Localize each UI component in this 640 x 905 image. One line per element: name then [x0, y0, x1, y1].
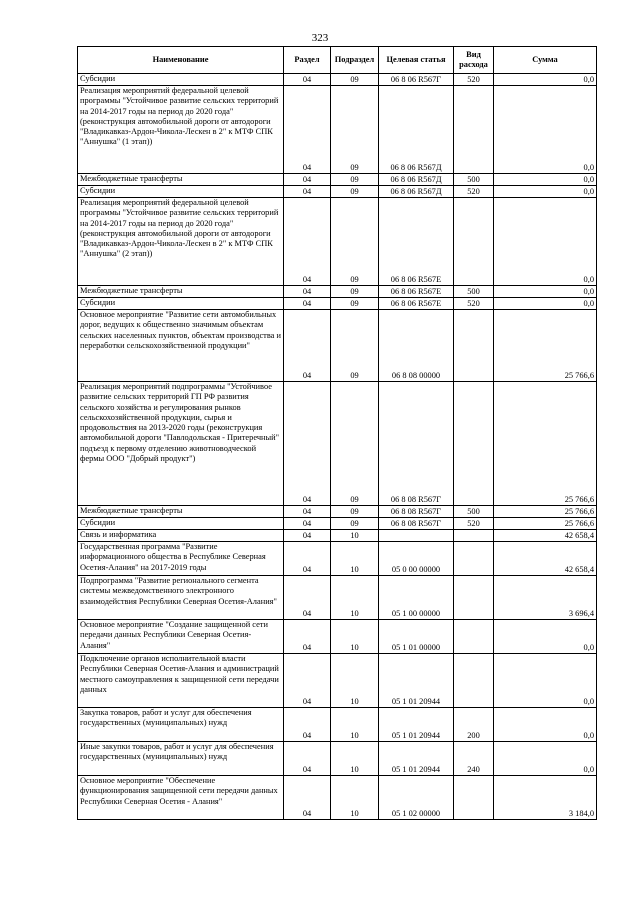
row-vid: 520 [454, 74, 494, 86]
header-summa: Сумма [494, 47, 597, 74]
table-row [78, 298, 597, 310]
row-name: Подключение органов исполнительной власти Республики Северная Осетия-Алания и администраций местного самоуправления к защищенной сети передачи данных [78, 654, 284, 708]
row-name: Государственная программа "Развитие информационного общества в Республике Северная Осетия-Алания" на 2017-2019 годы [78, 542, 284, 576]
row-podrazdel: 09 [331, 186, 379, 198]
row-summa: 0,0 [494, 86, 597, 174]
row-podrazdel: 09 [331, 310, 379, 382]
row-podrazdel: 09 [331, 298, 379, 310]
row-target: 06 8 06 R567Д [379, 174, 454, 186]
table-row [78, 174, 597, 186]
row-podrazdel: 10 [331, 576, 379, 620]
row-podrazdel: 10 [331, 708, 379, 742]
row-name: Реализация мероприятий подпрограммы "Устойчивое развитие сельских территорий ГП РФ развития сельского хозяйства и регулирования рынков сельскохозяйственной продукции, сырья и продовольствия на 2013-2020 годы (реконструкция автомобильной дороги "Павлодольская - Притеречный" подъезд к первому отделению животноводческой фермы ООО "Добрый продукт") [78, 382, 284, 506]
row-podrazdel: 10 [331, 620, 379, 654]
row-razdel: 04 [284, 518, 331, 530]
table-row [78, 198, 597, 286]
row-target: 06 8 08 R567Г [379, 506, 454, 518]
row-podrazdel: 10 [331, 654, 379, 708]
row-razdel: 04 [284, 620, 331, 654]
row-target: 06 8 06 R567Д [379, 86, 454, 174]
row-podrazdel: 09 [331, 198, 379, 286]
row-summa: 0,0 [494, 708, 597, 742]
row-name: Межбюджетные трансферты [78, 506, 284, 518]
table-row [78, 542, 597, 576]
table-body [78, 74, 597, 820]
row-vid [454, 576, 494, 620]
row-target: 05 1 01 20944 [379, 708, 454, 742]
row-vid: 520 [454, 298, 494, 310]
row-vid: 500 [454, 286, 494, 298]
page-number: 323 [311, 32, 329, 44]
row-name: Межбюджетные трансферты [78, 174, 284, 186]
row-target: 06 8 06 R567Е [379, 198, 454, 286]
budget-table [77, 46, 597, 820]
row-vid [454, 530, 494, 542]
table-row [78, 74, 597, 86]
table-row [78, 518, 597, 530]
row-summa: 3 184,0 [494, 776, 597, 820]
row-podrazdel: 09 [331, 506, 379, 518]
row-razdel: 04 [284, 382, 331, 506]
table-row [78, 530, 597, 542]
table-row [78, 654, 597, 708]
row-razdel: 04 [284, 74, 331, 86]
row-summa: 0,0 [494, 74, 597, 86]
row-summa: 3 696,4 [494, 576, 597, 620]
row-summa: 0,0 [494, 620, 597, 654]
table-row [78, 506, 597, 518]
row-summa: 42 658,4 [494, 530, 597, 542]
row-target [379, 530, 454, 542]
row-summa: 0,0 [494, 286, 597, 298]
row-summa: 0,0 [494, 198, 597, 286]
row-target: 05 0 00 00000 [379, 542, 454, 576]
row-razdel: 04 [284, 530, 331, 542]
row-summa: 0,0 [494, 174, 597, 186]
row-vid: 240 [454, 742, 494, 776]
row-podrazdel: 09 [331, 174, 379, 186]
table-row [78, 286, 597, 298]
row-target: 05 1 00 00000 [379, 576, 454, 620]
row-podrazdel: 09 [331, 518, 379, 530]
header-vid: Вид расхода [454, 47, 494, 74]
row-summa: 0,0 [494, 298, 597, 310]
row-razdel: 04 [284, 198, 331, 286]
row-podrazdel: 09 [331, 86, 379, 174]
row-name: Основное мероприятие "Создание защищенной сети передачи данных Республики Северная Осетия-Алания" [78, 620, 284, 654]
row-target: 05 1 01 00000 [379, 620, 454, 654]
row-razdel: 04 [284, 86, 331, 174]
header-podrazdel: Подраздел [331, 47, 379, 74]
row-razdel: 04 [284, 654, 331, 708]
row-razdel: 04 [284, 298, 331, 310]
row-podrazdel: 09 [331, 286, 379, 298]
row-vid: 500 [454, 506, 494, 518]
row-vid [454, 776, 494, 820]
header-name: Наименование [78, 47, 284, 74]
row-vid [454, 382, 494, 506]
row-name: Межбюджетные трансферты [78, 286, 284, 298]
row-vid [454, 86, 494, 174]
table-row [78, 576, 597, 620]
row-name: Субсидии [78, 298, 284, 310]
row-name: Основное мероприятие "Развитие сети автомобильных дорог, ведущих к общественно значимым объектам сельских населенных пунктов, объектам производства и переработки сельскохозяйственной продукции" [78, 310, 284, 382]
row-razdel: 04 [284, 310, 331, 382]
row-summa: 0,0 [494, 742, 597, 776]
row-podrazdel: 09 [331, 382, 379, 506]
table-row [78, 620, 597, 654]
row-name: Реализация мероприятий федеральной целевой программы "Устойчивое развитие сельских территорий на 2014-2017 годы на период до 2020 года" (реконструкция автомобильной дороги от автодороги "Владикавказ-Ардон-Чикола-Лескен в 2" к МТФ СПК "Аннушка" (1 этап)) [78, 86, 284, 174]
row-summa: 25 766,6 [494, 506, 597, 518]
row-vid: 500 [454, 174, 494, 186]
row-target: 06 8 06 R567Е [379, 298, 454, 310]
table-row [78, 776, 597, 820]
row-summa: 0,0 [494, 654, 597, 708]
table-row [78, 742, 597, 776]
row-target: 05 1 02 00000 [379, 776, 454, 820]
row-vid: 520 [454, 518, 494, 530]
row-vid: 200 [454, 708, 494, 742]
row-vid [454, 620, 494, 654]
row-name: Субсидии [78, 518, 284, 530]
row-podrazdel: 10 [331, 776, 379, 820]
row-razdel: 04 [284, 742, 331, 776]
row-summa: 42 658,4 [494, 542, 597, 576]
row-name: Субсидии [78, 186, 284, 198]
row-name: Реализация мероприятий федеральной целевой программы "Устойчивое развитие сельских территорий на 2014-2017 годы на период до 2020 года" (реконструкция автомобильной дороги от автодороги "Владикавказ-Ардон-Чикола-Лескен в 2" к МТФ СПК "Аннушка" (2 этап)) [78, 198, 284, 286]
row-vid [454, 198, 494, 286]
row-vid [454, 542, 494, 576]
row-summa: 25 766,6 [494, 310, 597, 382]
row-target: 06 8 08 00000 [379, 310, 454, 382]
row-podrazdel: 10 [331, 530, 379, 542]
row-razdel: 04 [284, 542, 331, 576]
row-podrazdel: 09 [331, 74, 379, 86]
row-name: Подпрограмма "Развитие регионального сегмента системы межведомственного электронного взаимодействия Республики Северная Осетия-Алания" [78, 576, 284, 620]
row-razdel: 04 [284, 286, 331, 298]
table-row [78, 708, 597, 742]
row-vid: 520 [454, 186, 494, 198]
row-podrazdel: 10 [331, 542, 379, 576]
row-podrazdel: 10 [331, 742, 379, 776]
row-name: Основное мероприятие "Обеспечение функционирования защищенной сети передачи данных Республики Северная Осетия - Алания" [78, 776, 284, 820]
row-target: 05 1 01 20944 [379, 742, 454, 776]
row-name: Закупка товаров, работ и услуг для обеспечения государственных (муниципальных) нужд [78, 708, 284, 742]
row-target: 06 8 06 R567Е [379, 286, 454, 298]
row-name: Субсидии [78, 74, 284, 86]
row-target: 06 8 06 R567Г [379, 74, 454, 86]
row-razdel: 04 [284, 708, 331, 742]
row-target: 06 8 08 R567Г [379, 382, 454, 506]
table-row [78, 86, 597, 174]
row-razdel: 04 [284, 576, 331, 620]
row-target: 05 1 01 20944 [379, 654, 454, 708]
row-target: 06 8 08 R567Г [379, 518, 454, 530]
table-header-row [78, 47, 597, 74]
row-vid [454, 654, 494, 708]
row-summa: 25 766,6 [494, 382, 597, 506]
row-target: 06 8 06 R567Д [379, 186, 454, 198]
table-row [78, 382, 597, 506]
row-name: Иные закупки товаров, работ и услуг для обеспечения государственных (муниципальных) нужд [78, 742, 284, 776]
table-row [78, 186, 597, 198]
table-row [78, 310, 597, 382]
header-razdel: Раздел [284, 47, 331, 74]
row-vid [454, 310, 494, 382]
row-razdel: 04 [284, 186, 331, 198]
row-razdel: 04 [284, 506, 331, 518]
row-razdel: 04 [284, 776, 331, 820]
header-target: Целевая статья [379, 47, 454, 74]
row-summa: 0,0 [494, 186, 597, 198]
row-summa: 25 766,6 [494, 518, 597, 530]
row-razdel: 04 [284, 174, 331, 186]
row-name: Связь и информатика [78, 530, 284, 542]
